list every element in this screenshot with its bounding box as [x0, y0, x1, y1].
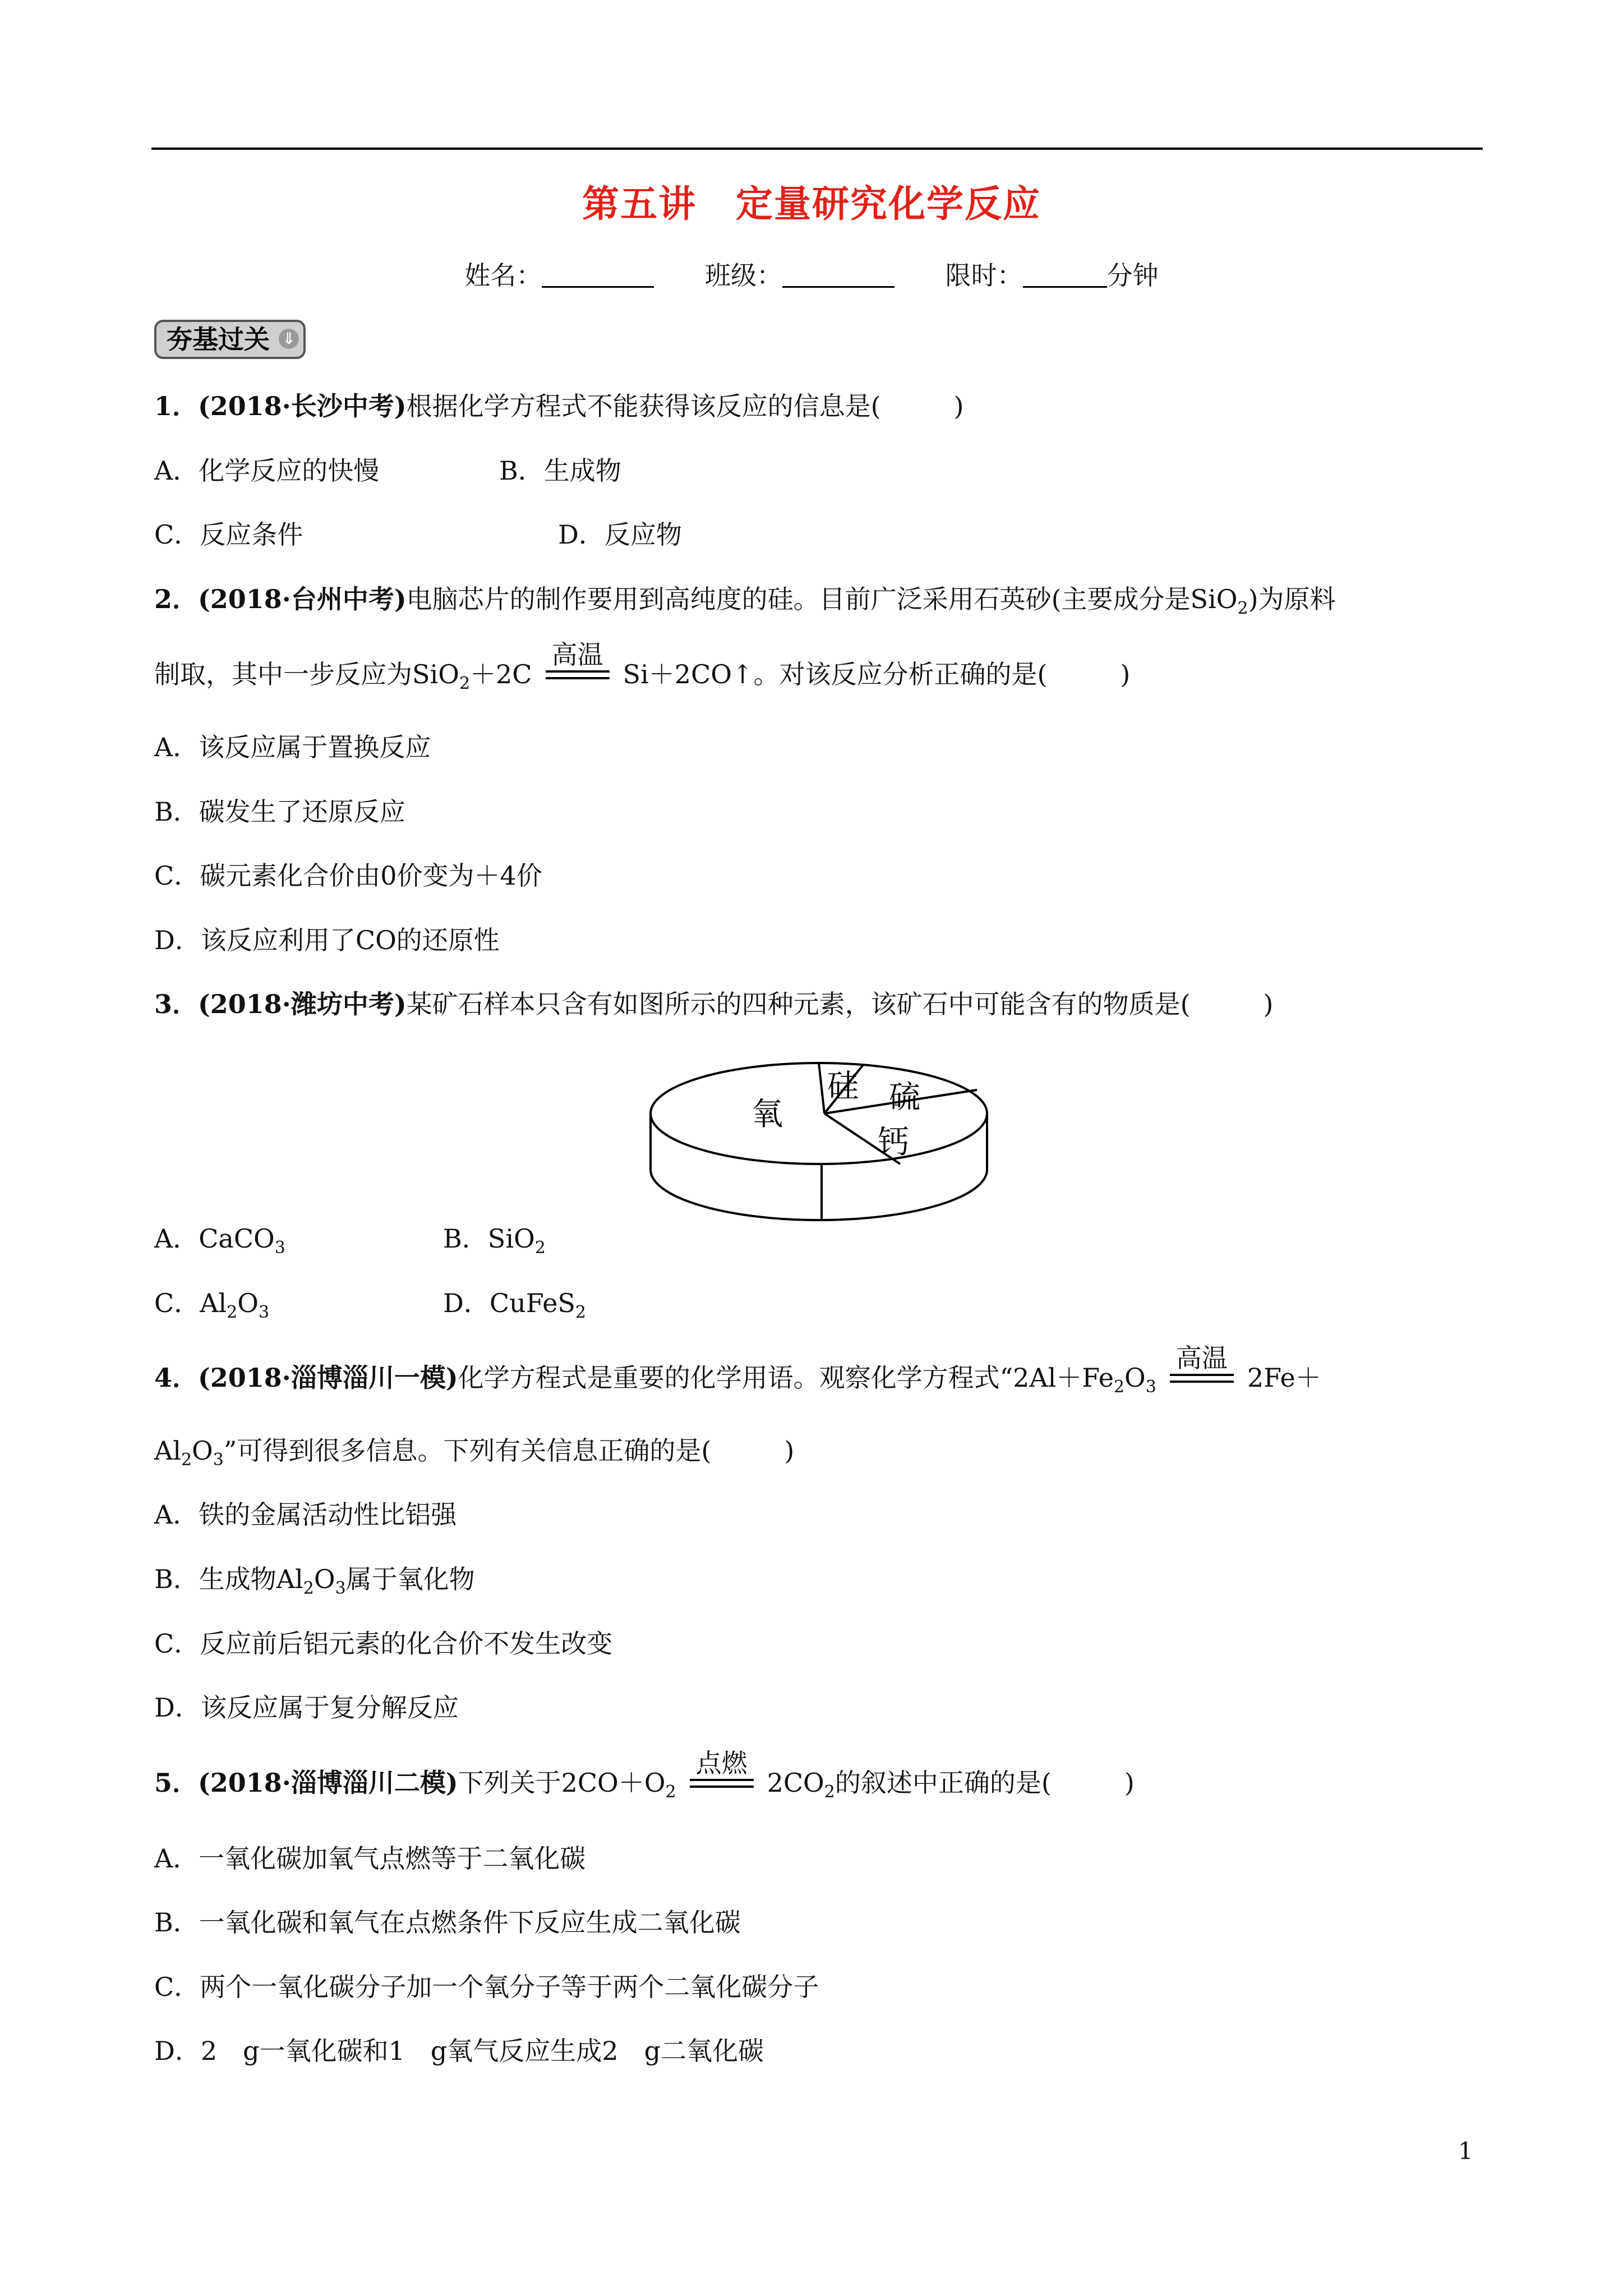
- down-arrow-icon: ⇓: [279, 329, 299, 349]
- question-4-stem-line1: 4．(2018·淄博淄川一模)化学方程式是重要的化学用语。观察化学方程式“$2Al+Fe_2O_3$ 高温 2Fe＋: [154, 1343, 1321, 1397]
- q2-option-a[interactable]: A．该反应属于置换反应: [154, 732, 431, 762]
- q5-option-b[interactable]: B．一氧化碳和氧气在点燃条件下反应生成二氧化碳: [154, 1907, 741, 1938]
- reaction-condition: 高温: [541, 664, 614, 689]
- reaction-condition: 点燃: [685, 1772, 758, 1798]
- question-2-stem-line2: 制取，其中一步反应为SiO$_2$＋2C 高温 Si＋2CO↑。对该反应分析正确的是( ): [154, 639, 1131, 693]
- pie-label-oxygen: 氧: [751, 1096, 783, 1133]
- q2-option-d[interactable]: D．该反应利用了CO的还原性: [154, 925, 500, 955]
- pie-label-calcium: 钙: [878, 1124, 909, 1161]
- question-1-stem: 1．(2018·长沙中考)根据化学方程式不能获得该反应的信息是( ): [154, 391, 964, 421]
- time-blank[interactable]: [1023, 264, 1107, 288]
- question-2-stem-line1: 2．(2018·台州中考)电脑芯片的制作要用到高纯度的硅。目前广泛采用石英砂(主要成分是SiO$_2$)为原料: [154, 584, 1336, 618]
- reaction-condition: 高温: [1165, 1367, 1238, 1393]
- time-label: 限时：: [945, 260, 1023, 291]
- q1-option-c[interactable]: C．反应条件: [154, 519, 303, 550]
- time-unit: 分钟: [1106, 260, 1159, 291]
- q3-option-d[interactable]: D．CuFeS$_2$: [443, 1288, 586, 1322]
- q1-option-b[interactable]: B．生成物: [499, 455, 621, 486]
- q5-option-d[interactable]: D．2 g一氧化碳和1 g氧气反应生成2 g二氧化碳: [154, 2036, 764, 2066]
- q1-option-a[interactable]: A．化学反应的快慢: [154, 455, 380, 486]
- q3-option-a[interactable]: A．CaCO$_3$: [154, 1223, 285, 1258]
- element-pie-chart: [639, 1041, 998, 1226]
- page-title: 第五讲 定量研究化学反应: [582, 182, 1041, 226]
- q3-option-c[interactable]: C．$Al_2O_3$: [154, 1288, 270, 1322]
- section-badge: 夯基过关 ⇓: [154, 320, 306, 359]
- q4-option-d[interactable]: D．该反应属于复分解反应: [154, 1692, 459, 1723]
- q3-option-b[interactable]: B．SiO$_2$: [443, 1223, 546, 1258]
- class-blank[interactable]: [782, 264, 895, 288]
- q1-option-d[interactable]: D．反应物: [558, 519, 682, 550]
- q2-option-b[interactable]: B．碳发生了还原反应: [154, 797, 405, 827]
- question-3-stem: 3．(2018·潍坊中考)某矿石样本只含有如图所示的四种元素，该矿石中可能含有的物质是( ): [154, 989, 1274, 1019]
- name-label: 姓名：: [464, 260, 542, 291]
- top-rule: [151, 148, 1483, 150]
- name-blank[interactable]: [542, 264, 654, 288]
- q4-option-a[interactable]: A．铁的金属活动性比铝强: [154, 1499, 457, 1530]
- page-number: 1: [1458, 2137, 1473, 2165]
- pie-label-sulfur: 硫: [889, 1079, 920, 1116]
- q2-option-c[interactable]: C．碳元素化合价由0价变为＋4价: [154, 861, 542, 891]
- question-5-stem: 5．(2018·淄博淄川二模)下列关于$2CO+O_2$ 点燃 $2CO_2$的叙述中正确的是( ): [154, 1748, 1135, 1802]
- student-info-line: [0, 255, 1623, 292]
- pie-label-silicon: 硅: [827, 1068, 859, 1105]
- question-4-stem-line2: $Al_2O_3$”可得到很多信息。下列有关信息正确的是( ): [154, 1435, 795, 1470]
- q4-option-b[interactable]: B．生成物$Al_2O_3$属于氧化物: [154, 1564, 475, 1598]
- class-label: 班级：: [705, 260, 782, 291]
- q5-option-a[interactable]: A．一氧化碳加氧气点燃等于二氧化碳: [154, 1843, 586, 1874]
- q5-option-c[interactable]: C．两个一氧化碳分子加一个氧分子等于两个二氧化碳分子: [154, 1972, 819, 2002]
- q4-option-c[interactable]: C．反应前后铝元素的化合价不发生改变: [154, 1628, 613, 1659]
